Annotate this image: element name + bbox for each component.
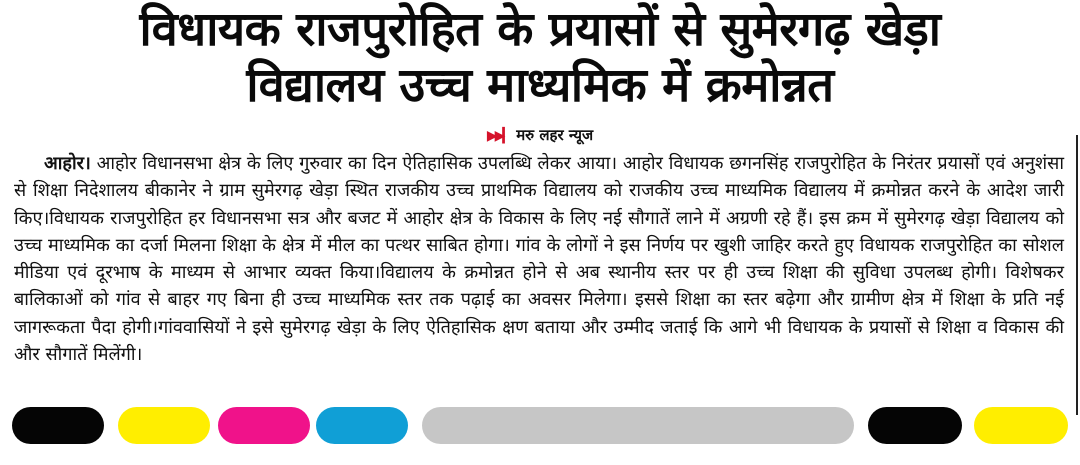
headline-line-2: विद्यालय उच्च माध्यमिक में क्रमोन्नत <box>246 58 834 113</box>
column-rule <box>1076 135 1078 415</box>
byline <box>0 125 1080 146</box>
registration-bar-black-2 <box>868 407 962 444</box>
registration-bar-yellow-2 <box>974 407 1068 444</box>
fast-forward-icon: ▶▶▎ <box>486 128 511 144</box>
byline-source: मरु लहर न्यूज <box>516 126 594 144</box>
registration-bar-yellow <box>118 407 210 444</box>
registration-bar-magenta <box>218 407 310 444</box>
headline-line-1: विधायक राजपुरोहित के प्रयासों से सुमेरगढ़ खेड़ा <box>139 2 941 57</box>
registration-bar-cyan <box>316 407 408 444</box>
article-location: आहोर। <box>44 153 91 174</box>
article-body <box>14 150 1064 368</box>
article-text: आहोर विधानसभा क्षेत्र के लिए गुरुवार का दिन ऐतिहासिक उपलब्धि लेकर आया। आहोर विधायक छगनसिंह राजपुरोहित के निरंतर प्रयासों एवं अनुशंसा से शिक्षा निदेशालय बीकानेर ने ग्राम सुमेरगढ़ खेड़ा स्थित राजकीय उच्च प्राथमिक विद्यालय को राजकीय उच्च माध्यमिक विद्यालय में क्रमोन्नत करने के आदेश जारी किए।विधायक राजपुरोहित हर विधानसभा सत्र और बजट में आहोर क्षेत्र के विकास के लिए नई सौगातें लाने में अग्रणी रहे हैं। इस क्रम में सुमेरगढ़ खेड़ा विद्यालय को उच्च माध्यमिक का दर्जा मिलना शिक्षा के क्षेत्र में मील का पत्थर साबित होगा। गांव के लोगों ने इस निर्णय पर खुशी जाहिर करते हुए विधायक राजपुरोहित का सोशल मीडिया एवं दूरभाष के माध्यम से आभार व्यक्त किया।विद्यालय के क्रमोन्नत होने से अब स्थानीय स्तर पर ही उच्च शिक्षा की सुविधा उपलब्ध होगी। विशेषकर बालिकाओं को गांव से बाहर गए बिना ही उच्च माध्यमिक स्तर तक पढ़ाई का अवसर मिलेगा। इससे शिक्षा का स्तर बढ़ेगा और ग्रामीण क्षेत्र में शिक्षा के प्रति नई जागरूकता पैदा होगी।गांववासियों ने इसे सुमेरगढ़ खेड़ा के लिए ऐतिहासिक क्षण बताया और उम्मीद जताई कि आगे भी विधायक के प्रयासों से शिक्षा व विकास की और सौगातें मिलेंगी। <box>14 153 1064 366</box>
registration-bar-gray <box>422 407 854 444</box>
registration-bar-black <box>12 407 104 444</box>
